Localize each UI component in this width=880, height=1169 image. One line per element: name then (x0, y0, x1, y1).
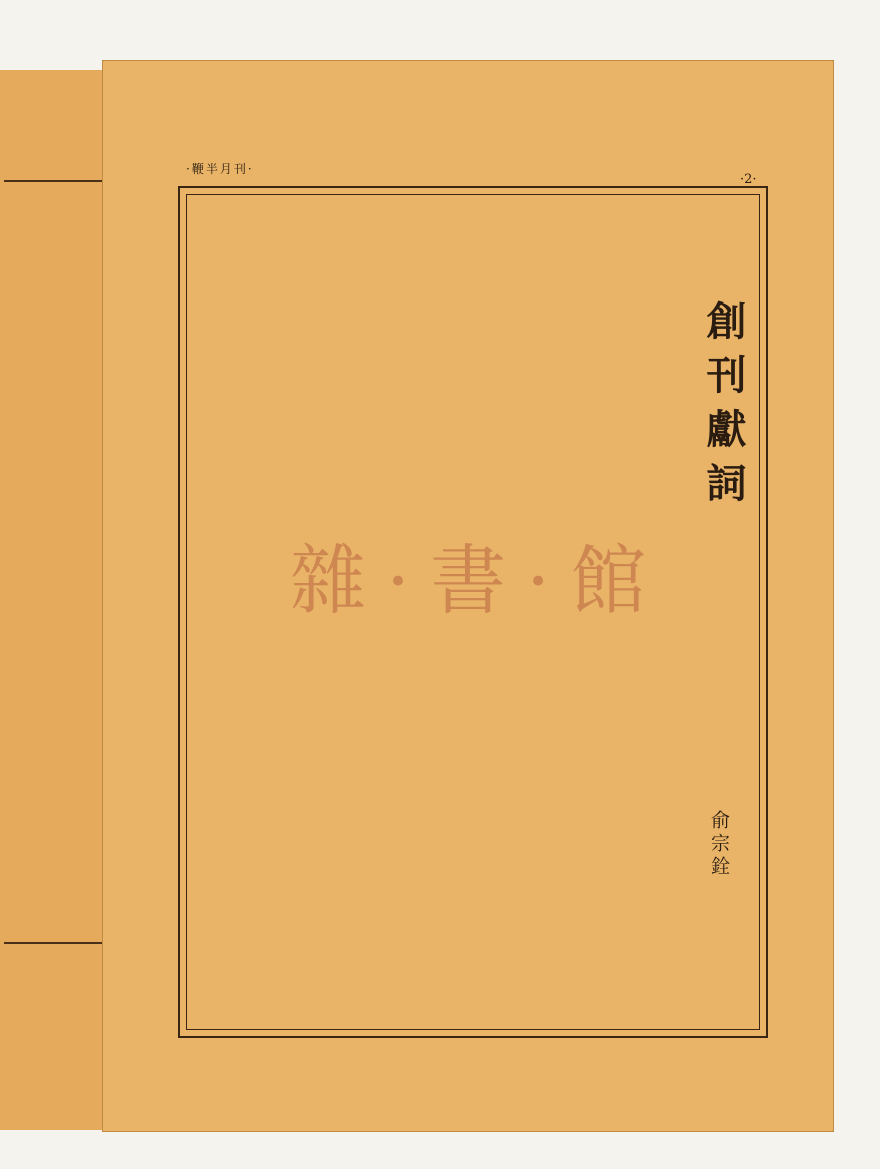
article-body (196, 226, 682, 1016)
left-page (0, 70, 107, 1130)
page-number: ·2· (740, 172, 757, 187)
running-head: ·鞭半月刊· (186, 162, 254, 176)
left-page-frame (4, 180, 106, 944)
article-title: 創刊獻詞 (700, 300, 747, 516)
article-author: 俞宗銓 (708, 810, 730, 879)
watermark: 雜·書·館 (290, 536, 667, 625)
